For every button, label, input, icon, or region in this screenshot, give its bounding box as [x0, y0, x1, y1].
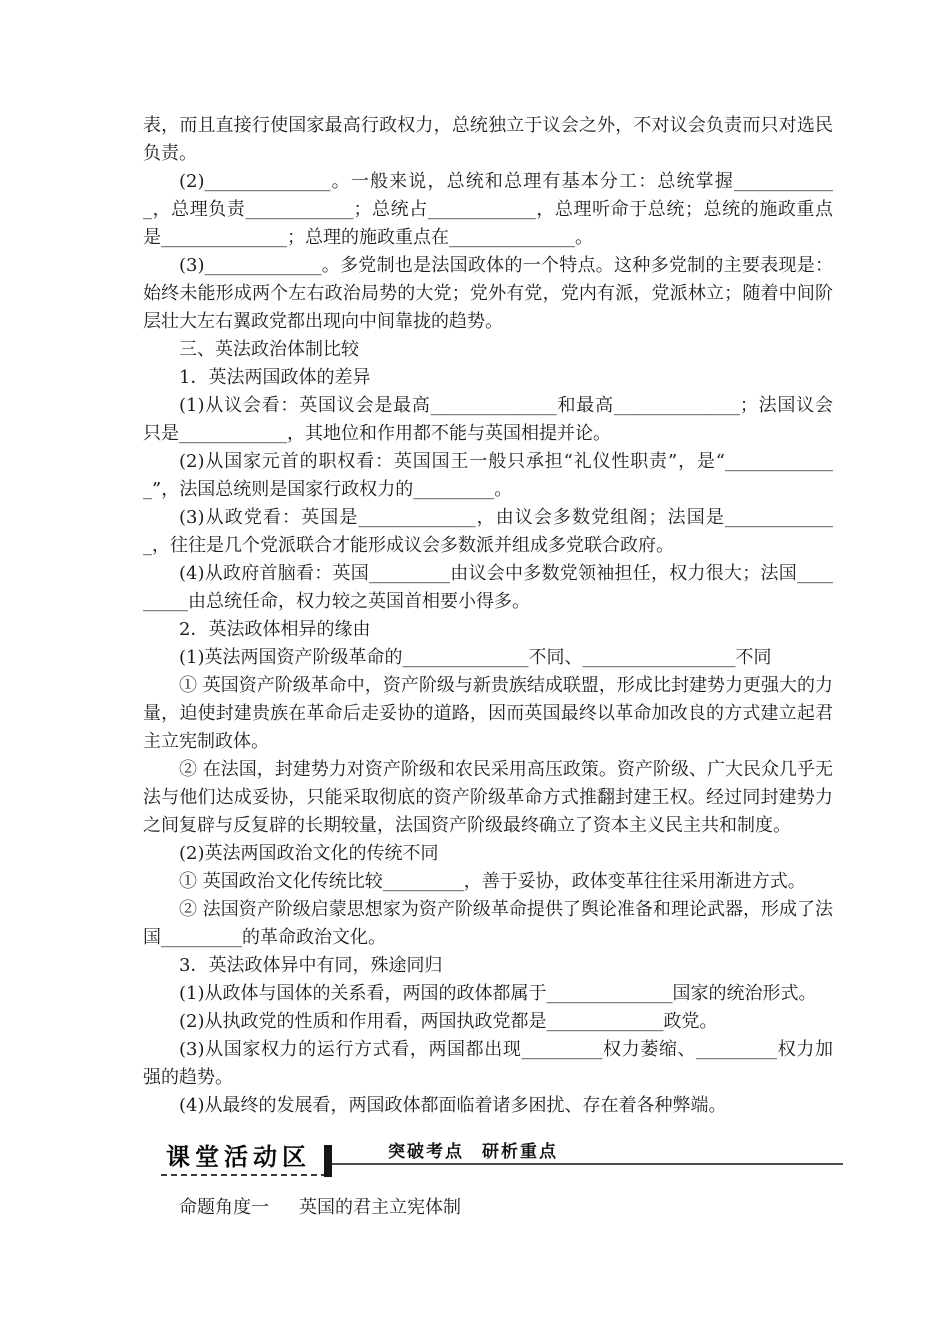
sub-heading: 2．英法政体相异的缘由 [179, 619, 371, 640]
paragraph: (2)英法两国政治文化的传统不同 [179, 843, 439, 864]
topic-label: 命题角度一 [179, 1197, 269, 1218]
sub-heading: 1．英法两国政体的差异 [179, 367, 371, 388]
sub-heading: 3．英法政体异中有同，殊途同归 [179, 955, 443, 976]
paragraph: (3)从国家权力的运行方式看，两国都出现_________权力萎缩、_________权力加强的趋势。 [143, 1039, 833, 1088]
paragraph: ② 法国资产阶级启蒙思想家为资产阶级革命提供了舆论准备和理论武器，形成了法国_________的革命政治文化。 [143, 899, 833, 948]
worksheet-body [143, 112, 833, 1120]
topic-title: 英国的君主立宪体制 [299, 1197, 461, 1218]
section-heading: 三、英法政治体制比较 [179, 339, 359, 360]
paragraph: (3)从政党看：英国是_____________，由议会多数党组阁；法国是_____________，往往是几个党派联合才能形成议会多数派并组成多党联合政府。 [143, 507, 833, 556]
activity-banner-title: 课堂活动区 [166, 1143, 311, 1171]
activity-banner [166, 1144, 843, 1188]
paragraph: 表，而且直接行使国家最高行政权力，总统独立于议会之外，不对议会负责而只对选民负责。 [143, 115, 833, 164]
paragraph: (4)从政府首脑看：英国_________由议会中多数党领袖担任，权力很大；法国_________由总统任命，权力较之英国首相要小得多。 [143, 563, 833, 612]
paragraph: (1)从议会看：英国议会是最高______________和最高______________；法国议会只是____________，其地位和作用都不能与英国相提并论。 [143, 395, 833, 444]
paragraph: (2)______________。一般来说，总统和总理有基本分工：总统掌握____________，总理负责____________；总统占____________，总理听命于总统；总统的施政重点是______________；总理的施政重点在______________。 [143, 171, 833, 248]
paragraph: (2)从执政党的性质和作用看，两国执政党都是_____________政党。 [179, 1011, 718, 1032]
paragraph: (1)英法两国资产阶级革命的______________不同、_________________不同 [179, 647, 772, 668]
paragraph: (2)从国家元首的职权看：英国国王一般只承担“礼仪性职责”，是“_____________”，法国总统则是国家行政权力的_________。 [143, 451, 833, 500]
paragraph: (1)从政体与国体的关系看，两国的政体都属于______________国家的统治形式。 [179, 983, 817, 1004]
paragraph: ② 在法国，封建势力对资产阶级和农民采用高压政策。资产阶级、广大民众几乎无法与他们达成妥协，只能采取彻底的资产阶级革命方式推翻封建王权。经过同封建势力之间复辟与反复辟的长期较量，法国资产阶级最终确立了资本主义民主共和制度。 [143, 759, 833, 836]
paragraph: ① 英国政治文化传统比较_________，善于妥协，政体变革往往采用渐进方式。 [179, 871, 806, 892]
topic-line [143, 1194, 833, 1222]
banner-dashed-underline [161, 1174, 327, 1176]
banner-tag: 突破考点 [388, 1142, 464, 1162]
paragraph: (4)从最终的发展看，两国政体都面临着诸多困扰、存在着各种弊端。 [179, 1095, 727, 1116]
banner-horizontal-rule [332, 1163, 843, 1165]
banner-vertical-bar [324, 1145, 332, 1177]
paragraph: (3)_____________。多党制也是法国政体的一个特点。这种多党制的主要表现是：始终未能形成两个左右政治局势的大党；党外有党，党内有派，党派林立；随着中间阶层壮大左右翼政党都出现向中间靠拢的趋势。 [143, 255, 833, 332]
banner-tags [388, 1143, 558, 1162]
paragraph: ① 英国资产阶级革命中，资产阶级与新贵族结成联盟，形成比封建势力更强大的力量，迫使封建贵族在革命后走妥协的道路，因而英国最终以革命加改良的方式建立起君主立宪制政体。 [143, 675, 833, 752]
banner-tag: 研析重点 [482, 1142, 558, 1162]
